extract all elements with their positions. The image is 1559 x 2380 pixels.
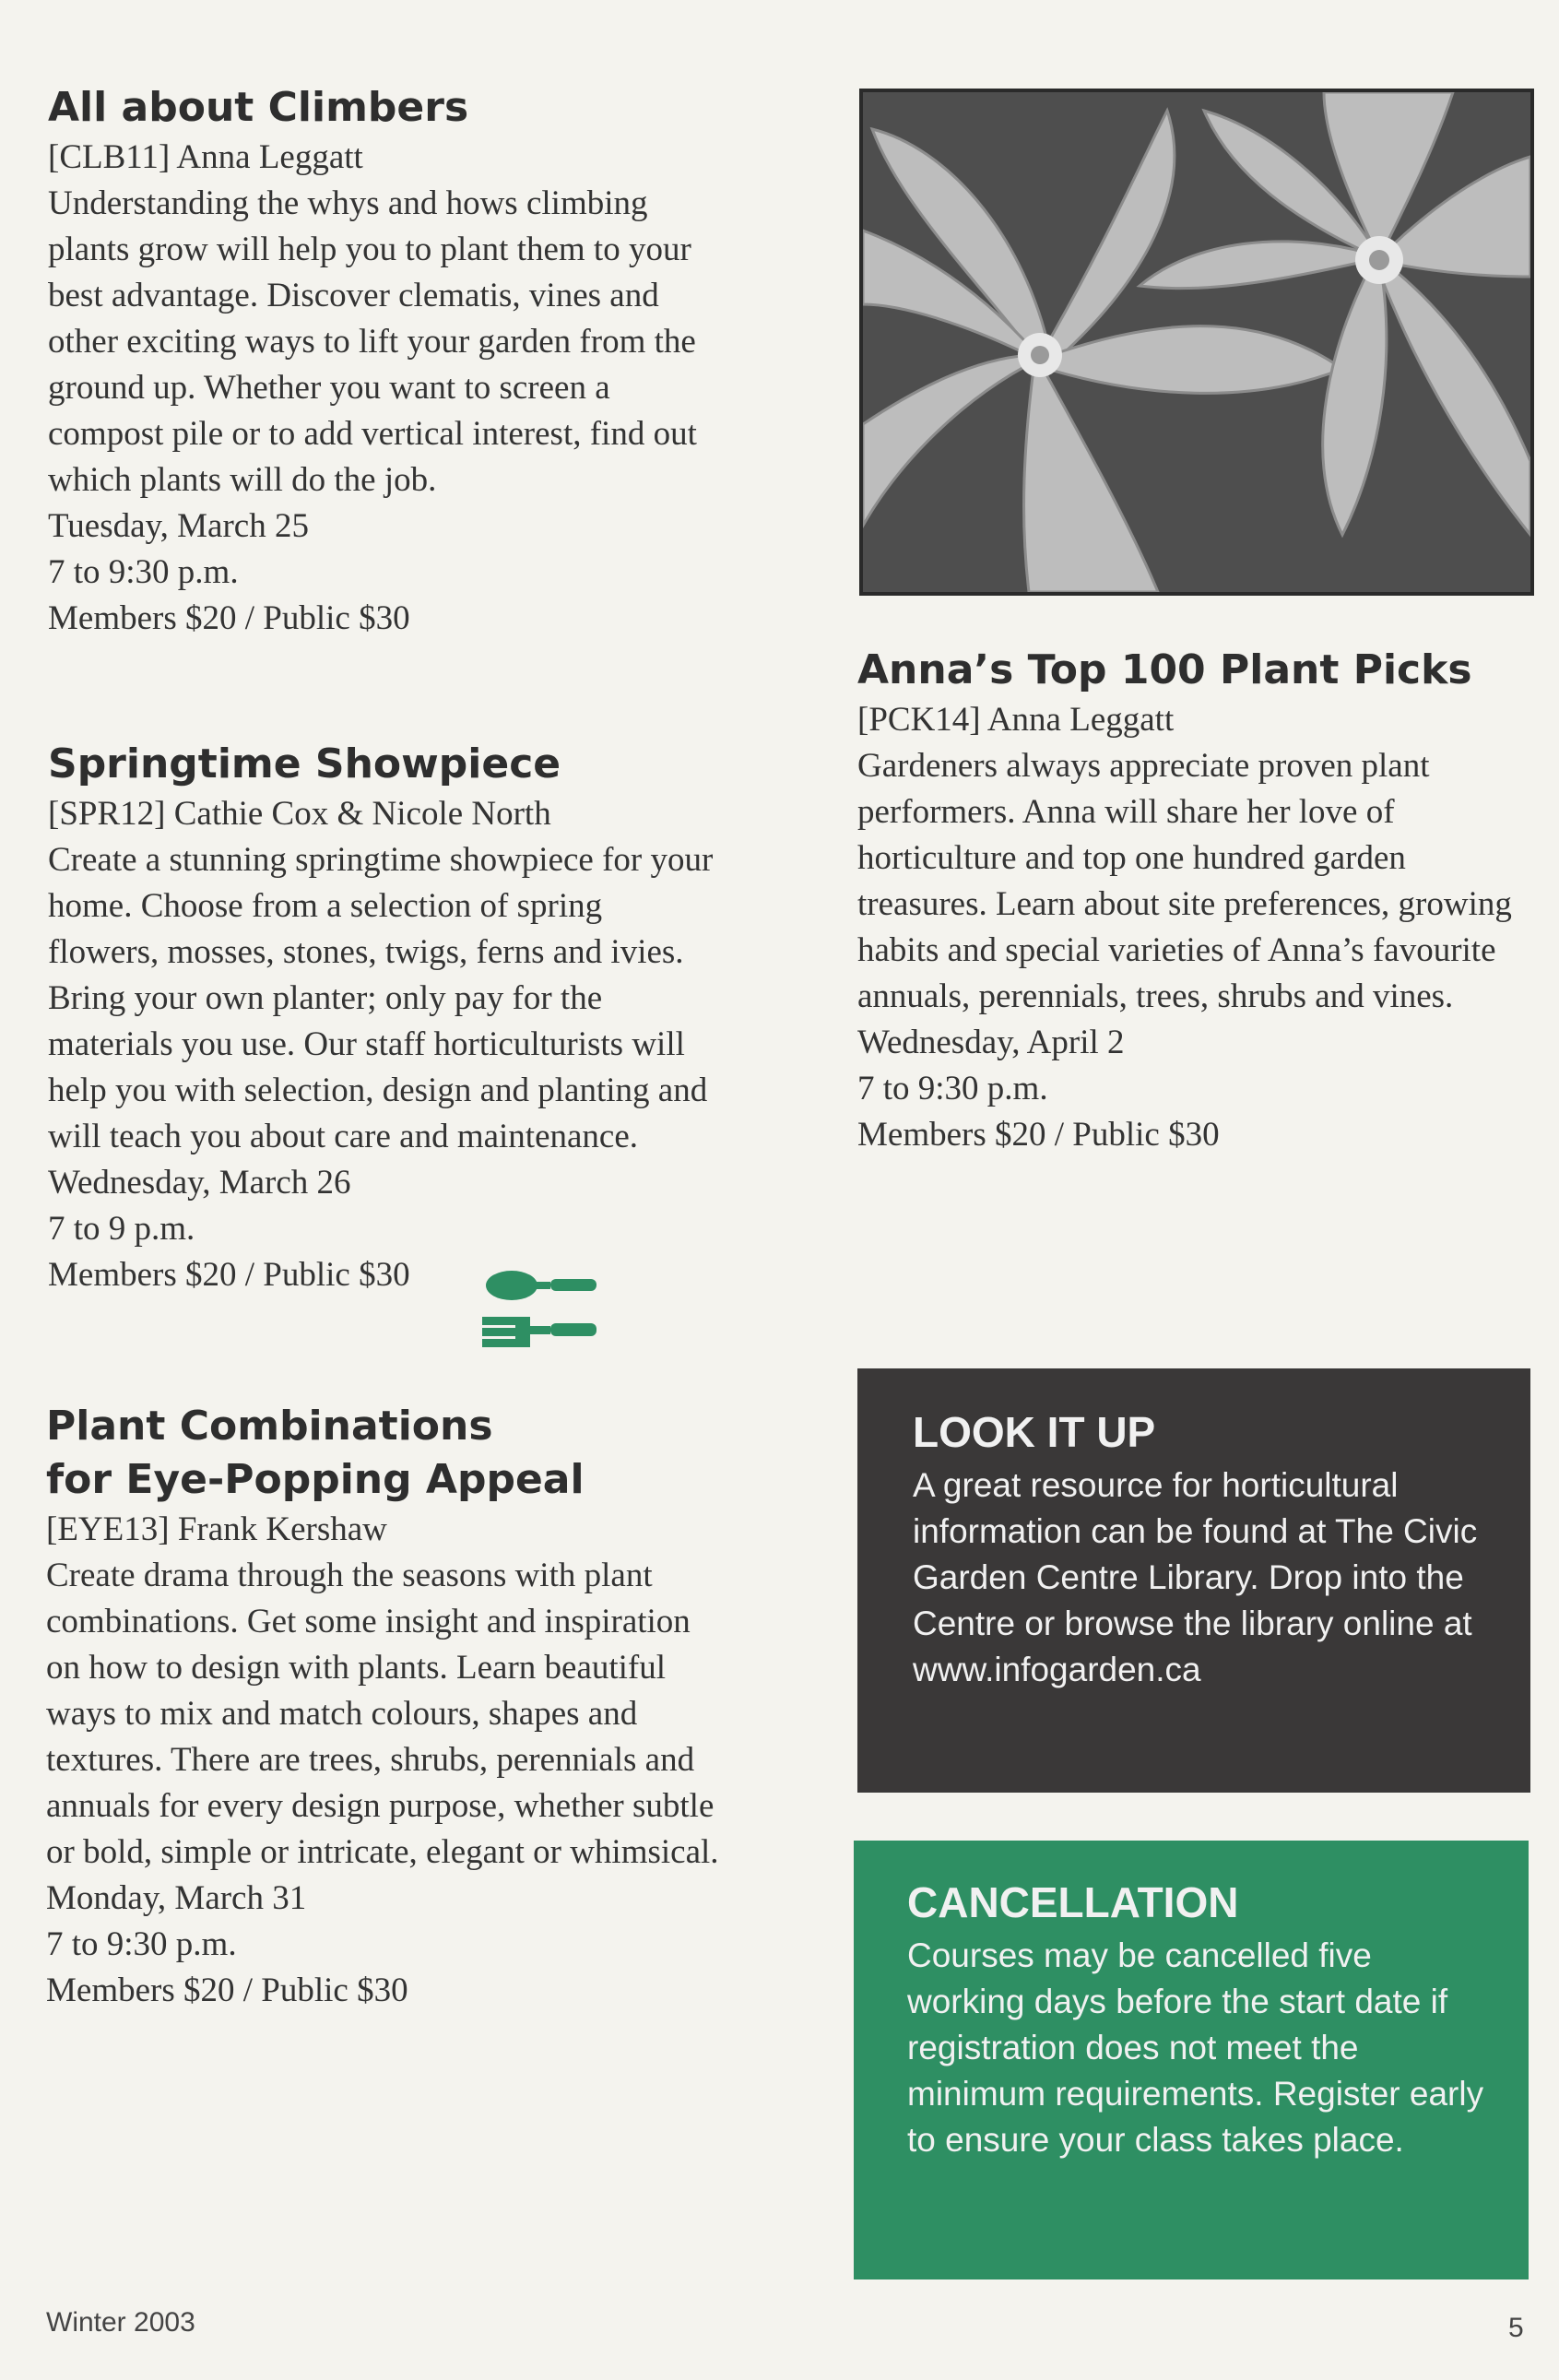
- course-code-instructor: [CLB11] Anna Leggatt: [48, 138, 363, 176]
- course-all-about-climbers: [48, 81, 730, 642]
- footer-issue: Winter 2003: [46, 2307, 195, 2338]
- look-it-up-box: [857, 1368, 1530, 1793]
- cancellation-body: Courses may be cancelled five working days before the start date if registration does not meet the minimum requirements. Register early to ensure your class takes place.: [907, 1936, 1484, 2159]
- course-description: Create drama through the seasons with plant combinations. Get some insight and inspiration on how to design with plants. Learn beautiful ways to mix and match colours, shapes and textures. There are trees, shrubs, perennials and annuals for every design purpose, whether subtle or bold, simple or intricate, elegant or whimsical.: [46, 1557, 719, 1871]
- course-date: Wednesday, March 26: [48, 1164, 351, 1202]
- course-time: 7 to 9 p.m.: [48, 1210, 195, 1248]
- cancellation-heading: CANCELLATION: [907, 1878, 1239, 1926]
- course-title: Anna’s Top 100 Plant Picks: [857, 646, 1472, 693]
- course-price: Members $20 / Public $30: [46, 1971, 408, 2009]
- page-number: 5: [1508, 2313, 1524, 2343]
- course-price: Members $20 / Public $30: [857, 1116, 1220, 1154]
- look-it-up-body: A great resource for horticultural information can be found at The Civic Garden Centre Library. Drop into the Centre or browse the library online at www.infogarden.ca: [913, 1466, 1478, 1688]
- course-code-instructor: [PCK14] Anna Leggatt: [857, 701, 1175, 739]
- course-time: 7 to 9:30 p.m.: [857, 1070, 1048, 1107]
- course-description: Create a stunning springtime showpiece for your home. Choose from a selection of spring flowers, mosses, stones, twigs, ferns and ivies. Bring your own planter; only pay for the materials you use. Our staff horticulturists will help you with selection, design and planting and will teach you about care and maintenance.: [48, 841, 714, 1155]
- course-code-instructor: [SPR12] Cathie Cox & Nicole North: [48, 795, 551, 833]
- course-title-line1: Plant Combinations: [46, 1403, 493, 1450]
- course-description: Gardeners always appreciate proven plant performers. Anna will share her love of horticulture and top one hundred garden treasures. Learn about site preferences, growing habits and special varieties of Anna’s favourite annuals, perennials, trees, shrubs and vines.: [857, 747, 1512, 1015]
- look-it-up-heading: LOOK IT UP: [913, 1408, 1156, 1456]
- course-springtime-showpiece: [48, 738, 730, 1298]
- course-title: All about Climbers: [48, 84, 469, 131]
- course-title: Springtime Showpiece: [48, 740, 561, 787]
- course-price: Members $20 / Public $30: [48, 1256, 410, 1294]
- course-time: 7 to 9:30 p.m.: [46, 1925, 237, 1963]
- course-date: Tuesday, March 25: [48, 507, 309, 545]
- garden-tools-icon: [475, 1263, 604, 1352]
- course-price: Members $20 / Public $30: [48, 599, 410, 637]
- course-plant-combinations: [46, 1400, 728, 2014]
- course-time: 7 to 9:30 p.m.: [48, 553, 239, 591]
- cancellation-box: [854, 1841, 1529, 2279]
- course-date: Monday, March 31: [46, 1879, 307, 1917]
- course-annas-top-100: [857, 644, 1530, 1158]
- course-date: Wednesday, April 2: [857, 1024, 1125, 1061]
- course-code-instructor: [EYE13] Frank Kershaw: [46, 1510, 387, 1548]
- course-description: Understanding the whys and hows climbing plants grow will help you to plant them to your best advantage. Discover clematis, vines and other exciting ways to lift your garden from the ground up. Whether you want to screen a compost pile or to add vertical interest, find out which plants will do the job.: [48, 184, 697, 499]
- course-title-line2: for Eye-Popping Appeal: [46, 1456, 585, 1503]
- clematis-flowers-photo: [859, 89, 1534, 596]
